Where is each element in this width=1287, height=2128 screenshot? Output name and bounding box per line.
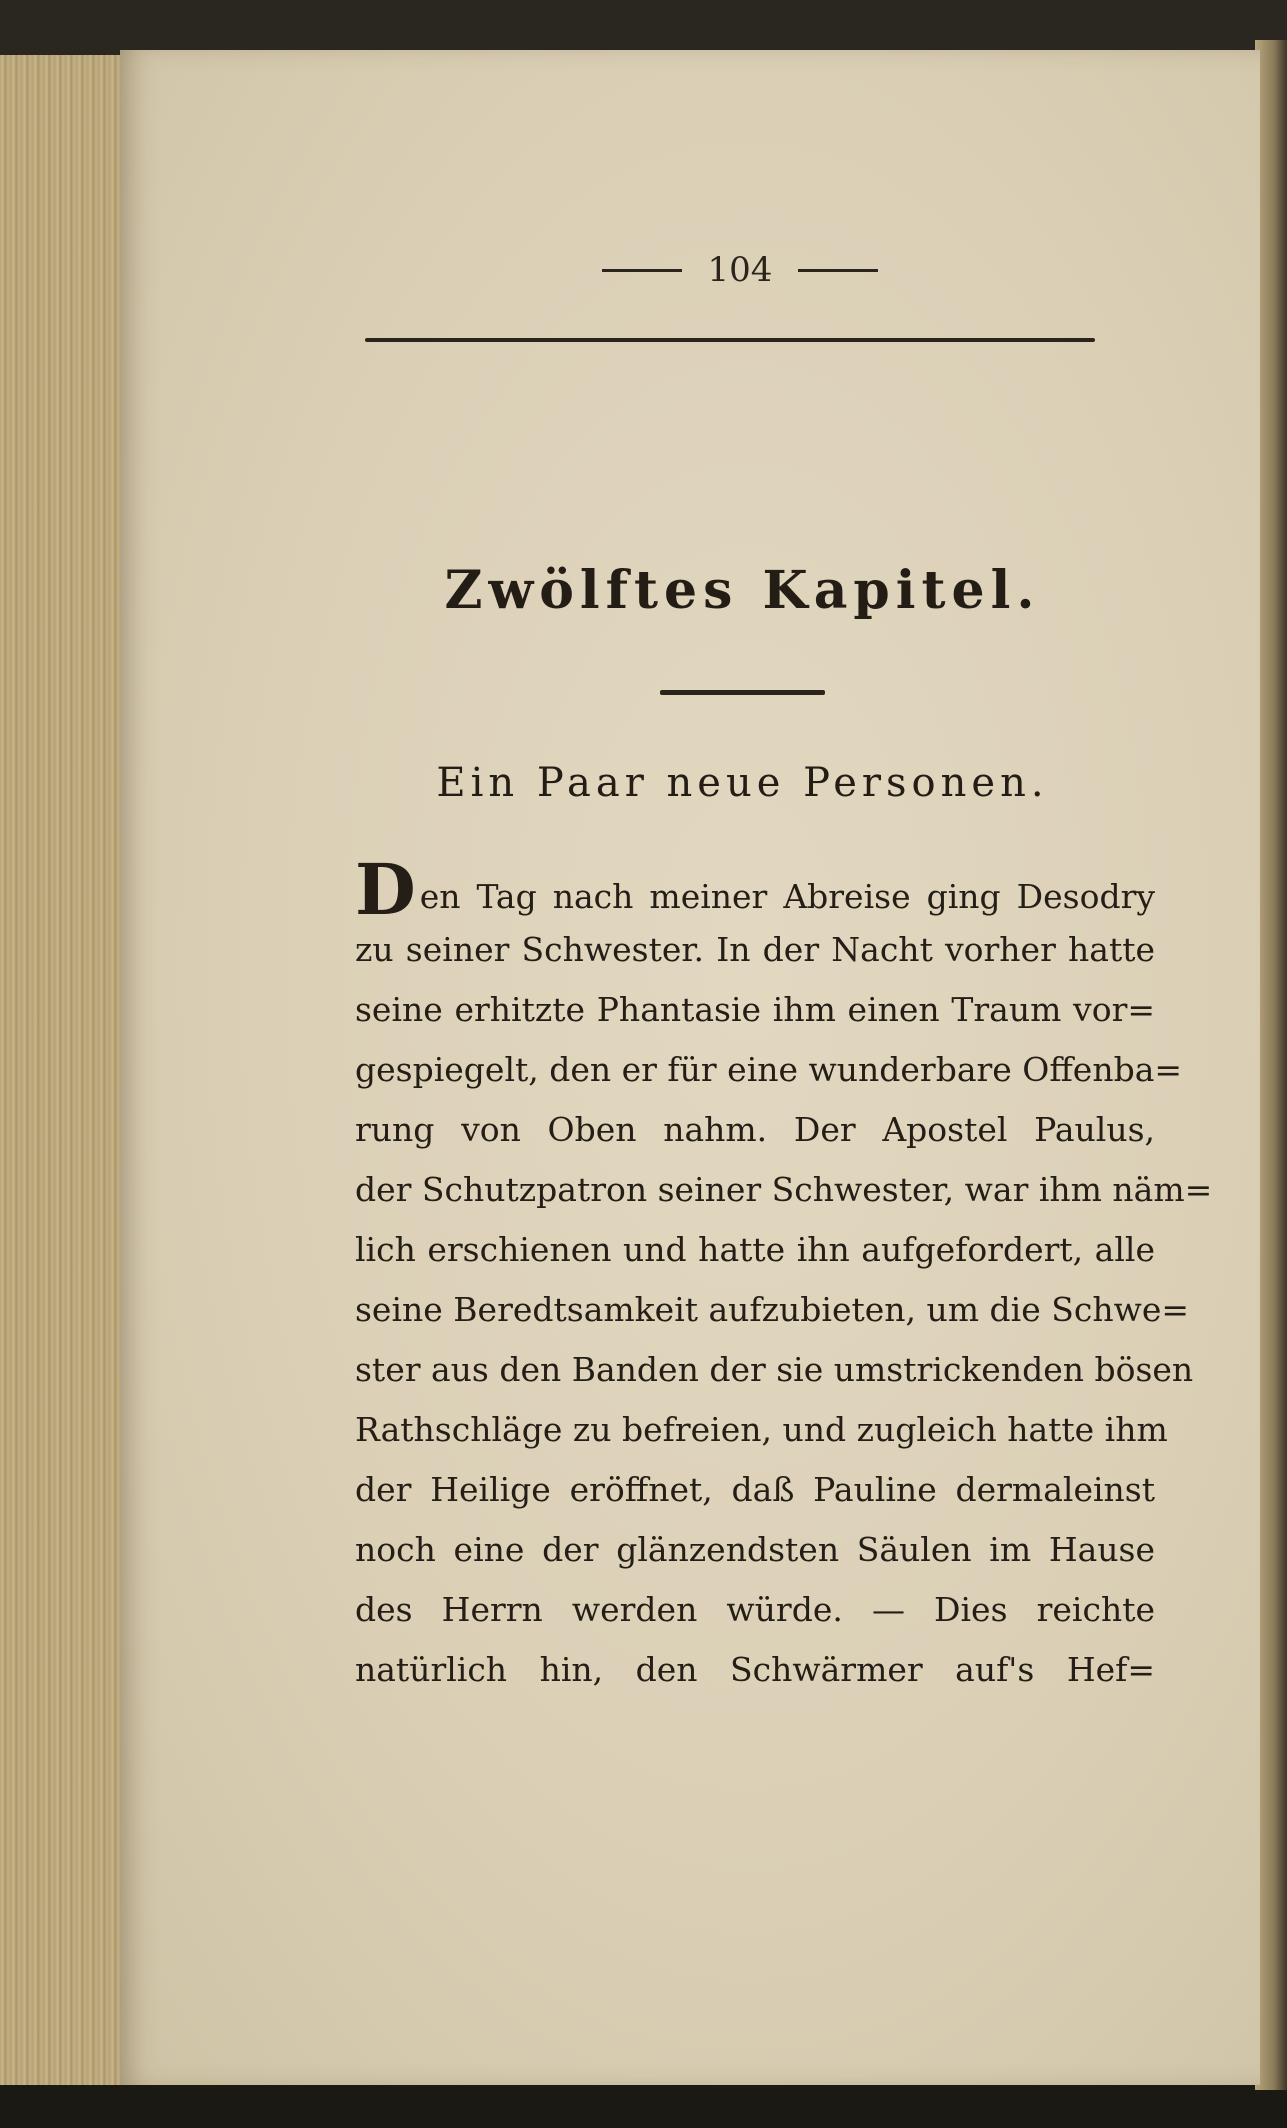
text-line: ster aus den Banden der sie umstrickenden bösen (355, 1350, 1194, 1389)
chapter-subtitle: Ein Paar neue Personen. (436, 760, 1049, 806)
header-rule (365, 338, 1095, 342)
header-dash-left (602, 269, 682, 272)
text-line: zu seiner Schwester. In der Nacht vorher hatte (355, 930, 1155, 969)
text-line: rung von Oben nahm. Der Apostel Paulus, (355, 1110, 1155, 1149)
text-line: der Schutzpatron seiner Schwester, war ihm näm= (355, 1170, 1213, 1209)
text-line: lich erschienen und hatte ihn aufgefordert, alle (355, 1230, 1155, 1269)
text-line: natürlich hin, den Schwärmer auf's Hef= (355, 1650, 1155, 1689)
text-line: seine Beredtsamkeit aufzubieten, um die Schwe= (355, 1290, 1190, 1329)
text-line (355, 848, 1155, 931)
text-line: Rathschläge zu befreien, und zugleich hatte ihm (355, 1410, 1168, 1449)
page-number: 104 (707, 250, 773, 290)
header-dash-right (798, 269, 878, 272)
text-line: gespiegelt, den er für eine wunderbare Offenba= (355, 1050, 1183, 1089)
drop-cap: D (355, 848, 416, 931)
text-line: des Herrn werden würde. — Dies reichte (355, 1590, 1155, 1629)
page-stack-edge (0, 55, 132, 2085)
text-line: der Heilige eröffnet, daß Pauline dermaleinst (355, 1470, 1155, 1509)
text-line: seine erhitzte Phantasie ihm einen Traum vor= (355, 990, 1155, 1029)
body-text (355, 848, 1213, 1700)
text-line: noch eine der glänzendsten Säulen im Hause (355, 1530, 1155, 1569)
page-header (560, 240, 920, 300)
text-line-content: en Tag nach meiner Abreise ging Desodry (419, 877, 1155, 916)
chapter-rule (660, 690, 825, 695)
chapter-title: Zwölftes Kapitel. (444, 560, 1041, 621)
